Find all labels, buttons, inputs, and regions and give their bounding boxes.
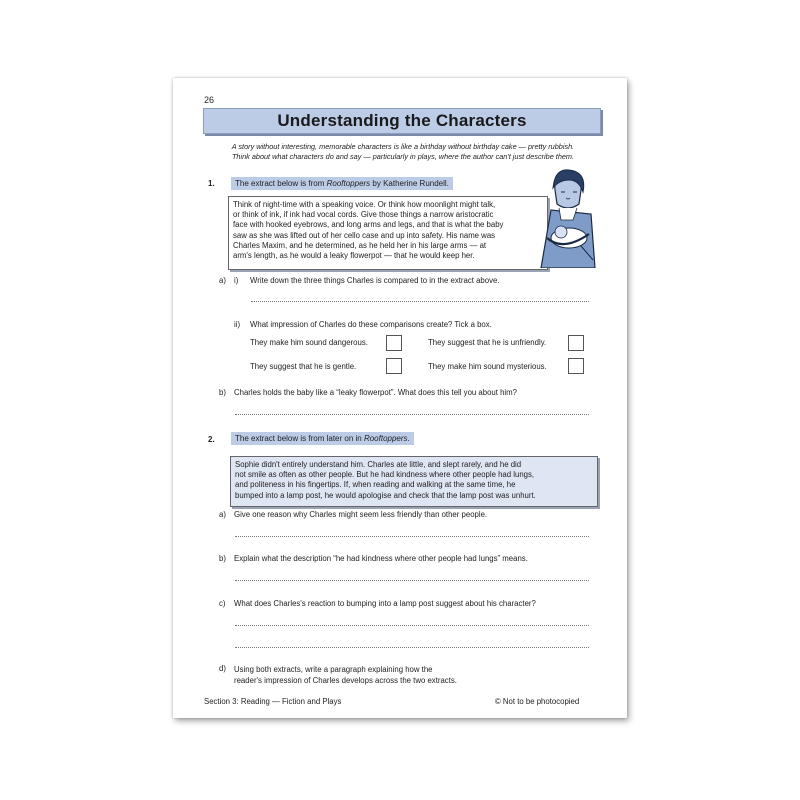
answer-line[interactable] <box>235 536 589 537</box>
q2d-line-2: reader's impression of Charles develops across the two extracts. <box>234 676 457 685</box>
q1-prompt-title: Rooftoppers <box>326 179 371 188</box>
option-unfriendly: They suggest that he is unfriendly. <box>428 338 547 347</box>
man-holding-baby-illustration <box>533 168 599 268</box>
q1a-i-label: i) <box>234 276 239 285</box>
footer-section: Section 3: Reading — Fiction and Plays <box>204 697 342 706</box>
question-2-prompt <box>231 432 414 445</box>
q1b-label: b) <box>219 388 226 397</box>
q2d-text <box>234 664 457 686</box>
q2c-label: c) <box>219 599 226 608</box>
intro-line-1: A story without interesting, memorable characters is like a birthday without birthday cake — pretty rubbish. <box>231 142 575 151</box>
extract-line: and politeness in his fingertips. If, when reading and walking at the same time, he <box>235 480 516 490</box>
footer-copyright: © Not to be photocopied <box>495 697 580 706</box>
extract-line: face with hooked eyebrows, and long arms and legs, and that is what the baby <box>233 220 504 230</box>
q1a-ii-text: What impression of Charles do these comparisons create? Tick a box. <box>250 320 492 329</box>
option-mysterious: They make him sound mysterious. <box>428 362 547 371</box>
q1-prompt-pre: The extract below is from <box>235 179 327 188</box>
extract-line: Think of night-time with a speaking voice. Or think how moonlight might talk, <box>233 200 496 209</box>
answer-line[interactable] <box>235 580 589 581</box>
answer-line[interactable] <box>235 414 589 415</box>
title-banner <box>203 108 601 134</box>
intro-line-2: Think about what characters do and say — particularly in plays, where the author can't just describe them. <box>231 151 575 161</box>
q1b-text: Charles holds the baby like a “leaky flowerpot”. What does this tell you about him? <box>234 388 517 397</box>
extract-line: saw as she was lifted out of her cello case and up into safety. His name was <box>233 230 496 240</box>
question-2-number: 2. <box>208 435 215 444</box>
extract-line: bumped into a lamp post, he would apologise and check that the lamp post was unhurt. <box>235 490 536 500</box>
extract-line: or think of ink, if ink had vocal cords. Give those things a narrow aristocratic <box>233 210 494 220</box>
q2-prompt-post: . <box>407 434 410 443</box>
q2c-text: What does Charles's reaction to bumping into a lamp post suggest about his character? <box>234 599 536 608</box>
q1a-ii-label: ii) <box>234 320 241 329</box>
option-gentle: They suggest that he is gentle. <box>250 362 357 371</box>
worksheet-page <box>173 78 627 718</box>
q1-prompt-post: by Katherine Rundell. <box>370 179 449 188</box>
q2b-text: Explain what the description “he had kindness where other people had lungs” means. <box>234 554 528 563</box>
tick-box-unfriendly[interactable] <box>568 335 584 351</box>
q2-prompt-pre: The extract below is from later on in <box>235 434 364 443</box>
extract-line: not smile as often as other people. But he had kindness where other people had lungs, <box>235 470 535 480</box>
q2a-text: Give one reason why Charles might seem less friendly than other people. <box>234 510 488 519</box>
extract-line: Sophie didn't entirely understand him. Charles ate little, and slept rarely, and he did <box>235 460 522 469</box>
q2-prompt-title: Rooftoppers <box>363 434 408 443</box>
q1a-i-text: Write down the three things Charles is compared to in the extract above. <box>250 276 500 285</box>
tick-box-mysterious[interactable] <box>568 358 584 374</box>
extract-2 <box>230 456 598 507</box>
q2b-label: b) <box>219 554 226 563</box>
intro-text <box>207 142 599 161</box>
tick-box-dangerous[interactable] <box>386 335 402 351</box>
tick-box-gentle[interactable] <box>386 358 402 374</box>
extract-1 <box>228 196 548 270</box>
q2a-label: a) <box>219 510 226 519</box>
answer-line[interactable] <box>251 301 589 302</box>
answer-line[interactable] <box>235 647 589 648</box>
page-number: 26 <box>204 95 215 105</box>
option-dangerous: They make him sound dangerous. <box>250 338 368 347</box>
q1a-label: a) <box>219 276 226 285</box>
extract-line: Charles Maxim, and he determined, as he held her in his large arms — at <box>233 240 487 250</box>
question-1-number: 1. <box>208 179 215 188</box>
page-title: Understanding the Characters <box>277 111 527 130</box>
q2d-label: d) <box>219 664 226 673</box>
q2d-line-1: Using both extracts, write a paragraph explaining how the <box>234 665 433 674</box>
extract-line: arm's length, as he would a leaky flowerpot — that he would keep her. <box>233 251 475 261</box>
question-1-prompt <box>231 177 453 190</box>
answer-line[interactable] <box>235 625 589 626</box>
